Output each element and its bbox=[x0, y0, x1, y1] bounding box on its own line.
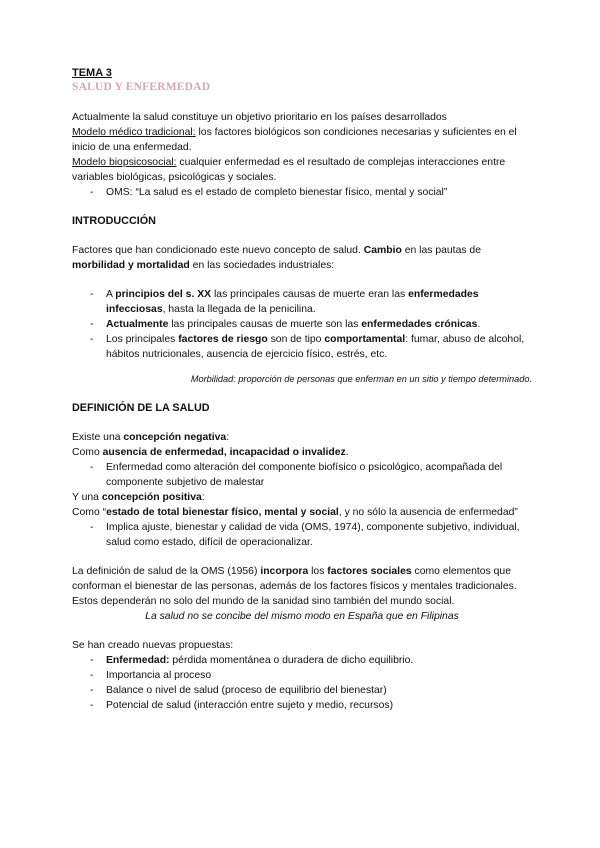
intro-text: Actualmente la salud constituye un objetivo prioritario en los países desarrollados bbox=[72, 112, 447, 123]
bold-span: estado de total bienestar físico, mental y social bbox=[106, 507, 339, 518]
bold-span: ausencia de enfermedad, incapacidad o invalidez bbox=[102, 447, 346, 458]
text-span: Los principales bbox=[106, 334, 179, 345]
list-item bbox=[72, 317, 532, 332]
ausencia-line bbox=[72, 445, 532, 460]
propuestas-intro: Se han creado nuevas propuestas: bbox=[72, 640, 234, 651]
list-item: - OMS: “La salud es el estado de completo bienestar físico, mental y social” bbox=[72, 185, 532, 200]
text-span: , hasta la llegada de la penicilina. bbox=[162, 304, 316, 315]
text-span: A bbox=[106, 289, 116, 300]
modelo-bio-label: Modelo biopsicosocial: bbox=[72, 157, 177, 168]
text-span: . bbox=[477, 319, 481, 330]
text-span: Factores que han condicionado este nuevo concepto de salud. bbox=[72, 245, 364, 256]
text-span: Como bbox=[72, 447, 103, 458]
list-item: - Balance o nivel de salud (proceso de equilibrio del bienestar) bbox=[72, 683, 532, 698]
list-item: - Importancia al proceso bbox=[72, 668, 532, 683]
positiva-list bbox=[72, 520, 532, 550]
bold-span: factores de riesgo bbox=[178, 334, 268, 345]
bold-span: Actualmente bbox=[106, 319, 169, 330]
text-span: . bbox=[345, 447, 349, 458]
causas-list bbox=[72, 287, 532, 362]
concepcion-negativa-line bbox=[72, 430, 532, 445]
list-item bbox=[72, 287, 532, 317]
modelo-medico-text: los factores biológicos son condiciones necesarias y suficientes en el inicio de una enfermedad. bbox=[72, 127, 517, 153]
quote-line: La salud no se concibe del mismo modo en España que en Filipinas bbox=[145, 611, 459, 622]
bold-span: Enfermedad: bbox=[106, 655, 170, 666]
definicion-heading: DEFINICIÓN DE LA SALUD bbox=[72, 402, 210, 414]
morbilidad-note: Morbilidad: proporción de personas que enferman en un sitio y tiempo determinado. bbox=[190, 374, 532, 384]
text-span: las principales causas de muerte eran las bbox=[211, 289, 409, 300]
text-span: : bbox=[201, 492, 205, 503]
text-span: Existe una bbox=[72, 432, 124, 443]
document-page bbox=[72, 66, 532, 713]
intro-line bbox=[72, 110, 532, 125]
bold-span: concepción negativa bbox=[123, 432, 227, 443]
modelo-bio-paragraph bbox=[72, 155, 532, 185]
estado-line bbox=[72, 505, 532, 520]
bold-span: enfermedades crónicas bbox=[361, 319, 478, 330]
bold-span: principios del s. XX bbox=[115, 289, 212, 300]
list-item: - Potencial de salud (interacción entre sujeto y medio, recursos) bbox=[72, 698, 532, 713]
text-span: pérdida momentánea o duradera de dicho equilibrio. bbox=[169, 655, 414, 666]
text-span: son de tipo bbox=[267, 334, 325, 345]
text-span: : fumar, abuso de alcohol, hábitos nutricionales, ausencia de ejercicio físico, estrés, etc. bbox=[106, 334, 525, 360]
list-item bbox=[72, 653, 532, 668]
introduccion-heading: INTRODUCCIÓN bbox=[72, 215, 156, 227]
oms-1956-paragraph bbox=[72, 564, 532, 609]
bold-span: incorpora bbox=[260, 566, 309, 577]
list-item: - Implica ajuste, bienestar y calidad de vida (OMS, 1974), componente subjetivo, individual, salud como estado, difícil de operacionalizar. bbox=[72, 520, 532, 550]
bold-span: morbilidad y mortalidad bbox=[72, 260, 190, 271]
bold-span: comportamental bbox=[324, 334, 406, 345]
bold-span: Cambio bbox=[363, 245, 402, 256]
bold-span: concepción positiva bbox=[101, 492, 202, 503]
text-span: como elementos que conforman el bienestar de las personas, además de los factores físicos y mentales tradicionales. Estos dependerán no solo del mundo de la sanidad sino también del mundo social. bbox=[72, 566, 517, 607]
introduccion-paragraph bbox=[72, 243, 532, 273]
page-title: TEMA 3 bbox=[72, 67, 112, 79]
list-item bbox=[72, 332, 532, 362]
bold-span: enfermedades infecciosas bbox=[106, 289, 479, 315]
text-span: La definición de salud de la OMS (1956) bbox=[72, 566, 261, 577]
modelo-bio-text: cualquier enfermedad es el resultado de complejas interacciones entre variables biológicas, psicológicas y sociales. bbox=[72, 157, 506, 183]
text-span: Y una bbox=[72, 492, 102, 503]
text-span: en las sociedades industriales: bbox=[189, 260, 335, 271]
list-item: - Enfermedad como alteración del componente biofísico o psicológico, acompañada del componente subjetivo de malestar bbox=[72, 460, 532, 490]
text-span: : bbox=[226, 432, 230, 443]
oms-list bbox=[72, 185, 532, 200]
modelo-medico-label: Modelo médico tradicional: bbox=[72, 127, 196, 138]
text-span: los bbox=[308, 566, 328, 577]
bold-span: factores sociales bbox=[327, 566, 412, 577]
concepcion-positiva-line bbox=[72, 490, 532, 505]
negativa-list bbox=[72, 460, 532, 490]
page-subtitle: SALUD Y ENFERMEDAD bbox=[72, 81, 211, 93]
propuestas-list bbox=[72, 653, 532, 713]
modelo-medico-paragraph bbox=[72, 125, 532, 155]
text-span: en las pautas de bbox=[401, 245, 481, 256]
text-span: las principales causas de muerte son las bbox=[168, 319, 362, 330]
text-span: Como “ bbox=[72, 507, 107, 518]
text-span: , y no sólo la ausencia de enfermedad” bbox=[338, 507, 518, 518]
